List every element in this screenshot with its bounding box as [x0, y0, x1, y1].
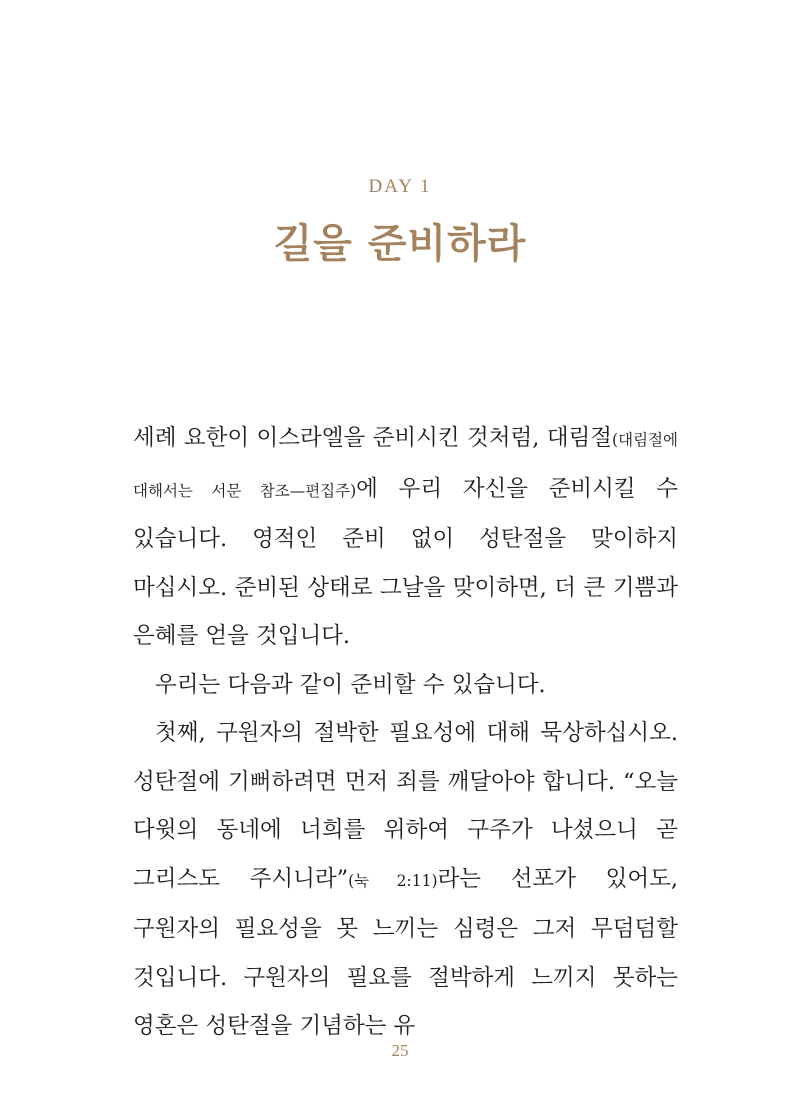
body-text: [133, 414, 678, 1051]
paragraph-3: [133, 709, 678, 1051]
scripture-reference: (눅 2:11): [348, 871, 438, 890]
paragraph-1-text-b: 에 우리 자신을 준비시킬 수 있습니다. 영적인 준비 없이 성탄절을 맞이하지 마십시오. 준비된 상태로 그날을 맞이하면, 더 큰 기쁨과 은혜를 얻을 것입니다.: [133, 475, 678, 649]
page-number: 25: [391, 1041, 409, 1060]
paragraph-2: 우리는 다음과 같이 준비할 수 있습니다.: [155, 671, 546, 698]
chapter-title: 길을 준비하라: [273, 221, 527, 267]
paragraph-1: [133, 414, 678, 661]
editor-note: (대림절에 대해서는 서문 참조—편집주): [133, 431, 678, 500]
paragraph-3-text-a: 첫째, 구원자의 절박한 필요성에 대해 묵상하십시오. 성탄절에 기뻐하려면 먼저 죄를 깨달아야 합니다. “오늘 다윗의 동네에 너희를 위하여 구주가 나셨으니 곧 그리스도 주시니라”: [133, 720, 678, 892]
paragraph-1-text-a: 세례 요한이 이스라엘을 준비시킨 것처럼, 대림절: [133, 425, 613, 451]
paragraph-3-text-b: 라는 선포가 있어도, 구원자의 필요성을 못 느끼는 심령은 그저 무덤덤할 것입니다. 구원자의 필요를 절박하게 느끼지 못하는 영혼은 성탄절을 기념하는 유: [133, 865, 678, 1039]
day-label: DAY 1: [368, 176, 432, 197]
